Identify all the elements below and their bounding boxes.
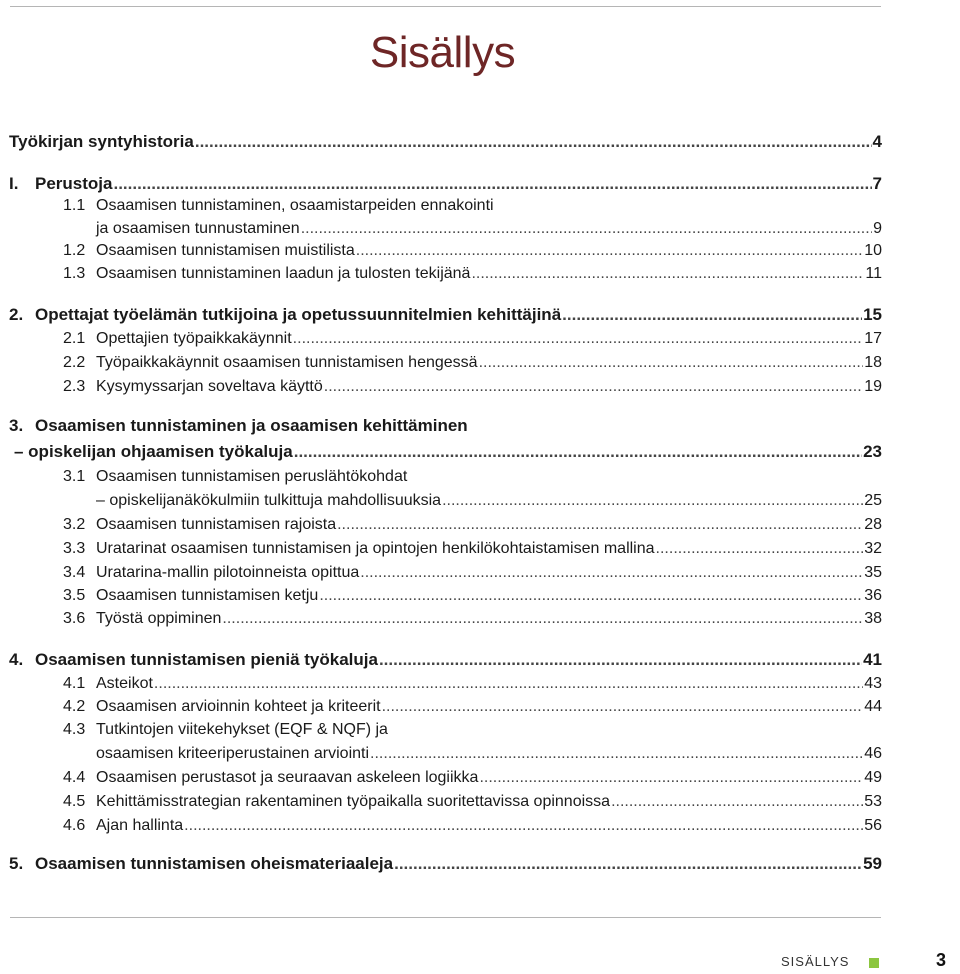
toc-entry-number: 2.1 [63,330,86,347]
toc-entry-title: – opiskelijanäkökulmiin tulkittuja mahdollisuuksia [96,492,442,509]
toc-entry-title: Opettajat työelämän tutkijoina ja opetussuunnitelmien kehittäjinä [35,305,562,324]
toc-entry[interactable] [0,441,882,463]
leader-dots [442,490,863,512]
toc-entry-title: Osaamisen tunnistamisen rajoista [96,516,337,533]
toc-entry[interactable] [0,853,882,875]
toc-entry-page: 43 [864,675,882,692]
toc-entry[interactable] [0,490,882,512]
toc-entry-page: 10 [864,242,882,259]
toc-entry[interactable] [0,767,882,789]
toc-entry-number: 1.1 [63,197,86,214]
toc-entry-number: 4.6 [63,817,86,834]
toc-entry[interactable] [0,649,882,671]
toc-entry-title: Osaamisen tunnistaminen laadun ja tulosten tekijänä [96,265,471,282]
toc-entry-number: 1.2 [63,242,86,259]
toc-entry-page: 23 [863,442,882,461]
toc-entry-page: 15 [863,305,882,324]
toc-entry-page: 19 [864,378,882,395]
toc-entry-title: Asteikot [96,675,153,692]
toc-entry[interactable] [0,376,882,398]
toc-entry-number: 3.4 [63,564,86,581]
toc-entry-number: 4.2 [63,698,86,715]
leader-dots [479,352,864,374]
leader-dots [656,538,864,560]
leader-dots [471,263,864,285]
leader-dots [356,240,863,262]
leader-dots [562,304,862,326]
toc-entry-title: Työkirjan syntyhistoria [9,132,194,151]
toc-entry-title: Osaamisen perustasot ja seuraavan askeleen logiikka [96,769,479,786]
leader-dots [382,696,864,718]
toc-entry-title: Uratarina-mallin pilotoinneista opittua [96,564,360,581]
toc-entry[interactable] [0,352,882,374]
toc-entry-page: 18 [864,354,882,371]
toc-entry-title: Perustoja [35,174,113,193]
toc-entry-title: Ajan hallinta [96,817,184,834]
toc-entry-number: 2.2 [63,354,86,371]
toc-entry[interactable] [0,562,882,584]
toc-entry-title: Työstä oppiminen [96,610,222,627]
toc-entry[interactable] [0,328,882,350]
toc-entry[interactable] [0,514,882,536]
toc-entry[interactable] [0,585,882,607]
toc-entry-page: 28 [864,516,882,533]
toc-entry-title: Osaamisen tunnistamisen ketju [96,587,319,604]
bottom-rule [10,917,881,918]
toc-entry-title: Osaamisen arvioinnin kohteet ja kriteerit [96,698,381,715]
toc-entry-number: 4.4 [63,769,86,786]
toc-entry[interactable] [0,608,882,630]
toc-entry-number: 3.1 [63,468,86,485]
toc-entry-title: Uratarinat osaamisen tunnistamisen ja opintojen henkilökohtaistamisen mallina [96,540,655,557]
toc-entry-number: 5. [9,854,24,873]
toc-entry[interactable] [0,240,882,262]
running-footer-label: SISÄLLYS [781,954,850,969]
toc-entry-number: 3.6 [63,610,86,627]
toc-entry-number: 4. [9,650,24,669]
toc-entry-number: 3. [9,416,24,435]
leader-dots [337,514,863,536]
toc-entry-number: 3.2 [63,516,86,533]
toc-entry[interactable] [0,131,882,153]
toc-entry-page: 35 [864,564,882,581]
toc-entry[interactable] [0,673,882,695]
toc-entry-page: 56 [864,817,882,834]
toc-entry[interactable] [0,815,882,837]
toc-entry-page: 11 [865,265,882,282]
leader-dots [360,562,863,584]
toc-entry[interactable] [0,415,882,437]
toc-entry-title: Työpaikkakäynnit osaamisen tunnistamisen hengessä [96,354,478,371]
toc-entry-number: 1.3 [63,265,86,282]
toc-entry-title: – opiskelijan ohjaamisen työkaluja [14,442,293,461]
leader-dots [184,815,863,837]
toc-entry-page: 59 [863,854,882,873]
toc-entry-number: 3.5 [63,587,86,604]
toc-entry-page: 41 [863,650,882,669]
toc-entry-title: ja osaamisen tunnustaminen [96,220,300,237]
toc-entry-page: 46 [864,745,882,762]
toc-entry-number: I. [9,174,19,193]
toc-entry-page: 32 [864,540,882,557]
leader-dots [294,441,862,463]
leader-dots [154,673,863,695]
toc-entry-title: Osaamisen tunnistamisen pieniä työkaluja [35,650,378,669]
toc-entry-title: Osaamisen tunnistaminen ja osaamisen kehittäminen [35,416,468,435]
toc-entry-title: Kehittämisstrategian rakentaminen työpaikalla suoritettavissa opinnoissa [96,793,611,810]
toc-entry[interactable] [0,195,882,217]
leader-dots [195,131,872,153]
toc-entry-page: 4 [872,132,882,151]
page-title: Sisällys [369,28,516,77]
toc-entry[interactable] [0,466,882,488]
toc-entry-title: Osaamisen tunnistamisen peruslähtökohdat [96,468,408,485]
toc-entry-page: 9 [873,220,882,237]
leader-dots [113,173,871,195]
leader-dots [611,791,863,813]
toc-entry-title: Tutkintojen viitekehykset (EQF & NQF) ja [96,721,388,738]
leader-dots [319,585,863,607]
toc-entry-page: 38 [864,610,882,627]
footer-marker-square [869,958,879,968]
toc-entry-title: Osaamisen tunnistaminen, osaamistarpeiden ennakointi [96,197,494,214]
leader-dots [394,853,862,875]
toc-entry-number: 3.3 [63,540,86,557]
top-rule [10,6,881,7]
toc-entry-page: 7 [872,174,882,193]
leader-dots [324,376,863,398]
toc-entry[interactable] [0,719,882,741]
leader-dots [479,767,863,789]
page-number: 3 [936,950,947,970]
toc-entry-page: 49 [864,769,882,786]
toc-entry[interactable] [0,173,882,195]
toc-entry[interactable] [0,791,882,813]
toc-entry-number: 2.3 [63,378,86,395]
toc-entry[interactable] [0,263,882,285]
toc-entry-number: 4.3 [63,721,86,738]
toc-entry-page: 53 [864,793,882,810]
toc-entry[interactable] [0,538,882,560]
leader-dots [222,608,863,630]
toc-entry[interactable] [0,304,882,326]
toc-entry[interactable] [0,696,882,718]
leader-dots [293,328,864,350]
toc-entry-page: 44 [864,698,882,715]
toc-entry-page: 17 [864,330,882,347]
toc-entry-title: Kysymyssarjan soveltava käyttö [96,378,323,395]
toc-entry-page: 25 [864,492,882,509]
toc-entry-title: Osaamisen tunnistamisen muistilista [96,242,355,259]
leader-dots [301,218,872,240]
toc-entry-title: Opettajien työpaikkakäynnit [96,330,292,347]
toc-entry-title: Osaamisen tunnistamisen oheismateriaaleja [35,854,394,873]
toc-entry-number: 4.1 [63,675,86,692]
toc-entry-title: osaamisen kriteeriperustainen arviointi [96,745,370,762]
toc-entry-number: 2. [9,305,24,324]
toc-entry-number: 4.5 [63,793,86,810]
leader-dots [379,649,862,671]
toc-entry[interactable] [0,743,882,765]
toc-entry-page: 36 [864,587,882,604]
toc-entry[interactable] [0,218,882,240]
leader-dots [370,743,863,765]
